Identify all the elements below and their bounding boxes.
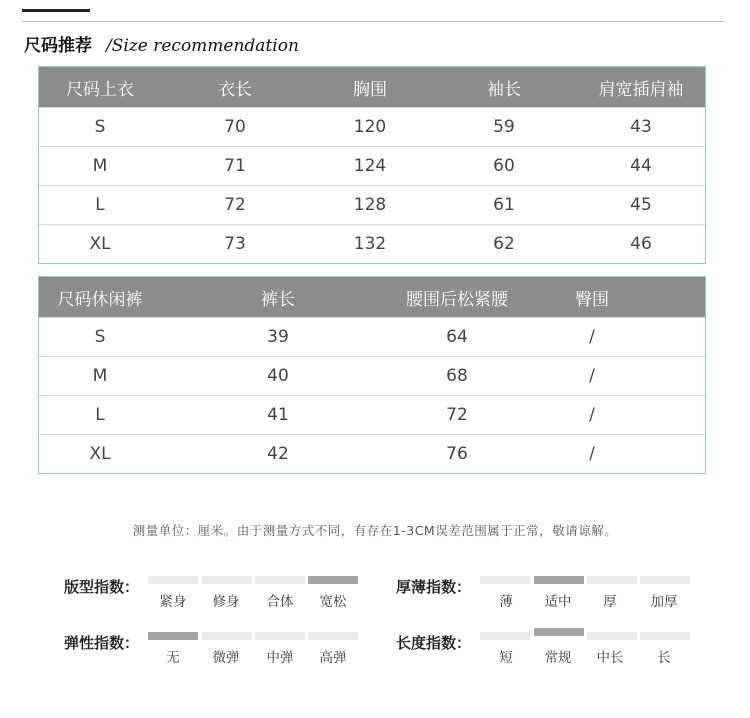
- table-cell: 72: [224, 195, 246, 215]
- measurement-note: 测量单位：厘米。由于测量方式不同，有存在1-3CM误差范围属于正常，敬请谅解。: [132, 523, 618, 538]
- section-heading: [24, 31, 299, 56]
- scale-segment-selected: [534, 628, 584, 636]
- table-cell: L: [95, 405, 105, 425]
- scale-segment: [308, 632, 358, 640]
- tops-size-table: [38, 66, 706, 264]
- table-cell: 60: [493, 156, 515, 176]
- scale-option: 无: [166, 650, 180, 666]
- scale-option: 薄: [499, 594, 513, 610]
- table-cell: 42: [267, 444, 289, 464]
- top-divider: [22, 21, 724, 22]
- table-row: [39, 107, 705, 146]
- scale-segment: [255, 632, 305, 640]
- scale-segment: [202, 632, 252, 640]
- scale-option: 适中: [544, 594, 572, 610]
- scale-segment-selected: [534, 576, 584, 584]
- scale-segment: [202, 576, 252, 584]
- table-cell: 40: [267, 366, 289, 386]
- table-cell: 39: [267, 327, 289, 347]
- scale-segment-selected: [308, 576, 358, 584]
- table-cell: 61: [493, 195, 515, 215]
- pants-header-hip: 臀围: [575, 289, 609, 310]
- tops-table-header: [39, 67, 705, 107]
- table-cell: 71: [224, 156, 246, 176]
- table-cell: 68: [446, 366, 468, 386]
- scale-option: 常规: [544, 650, 572, 666]
- thickness-scale-label: 厚薄指数：: [396, 578, 472, 596]
- table-cell: XL: [89, 444, 111, 464]
- length-scale-label: 长度指数：: [396, 634, 472, 652]
- table-cell: 73: [224, 234, 246, 254]
- table-row: [39, 356, 705, 395]
- tops-header-length: 衣长: [218, 79, 252, 100]
- table-cell: 124: [353, 156, 387, 176]
- table-row: [39, 395, 705, 434]
- tops-header-chest: 胸围: [353, 79, 387, 100]
- table-cell: /: [589, 444, 595, 464]
- scale-segment: [587, 632, 637, 640]
- table-cell: 45: [630, 195, 652, 215]
- scale-segment: [587, 576, 637, 584]
- table-cell: 44: [630, 156, 652, 176]
- scale-option: 宽松: [319, 594, 347, 610]
- scale-segment-selected: [148, 632, 198, 640]
- table-cell: 41: [267, 405, 289, 425]
- table-cell: M: [92, 366, 108, 386]
- table-cell: 128: [353, 195, 387, 215]
- scale-option: 中长: [596, 650, 624, 666]
- scale-option: 微弹: [212, 650, 240, 666]
- pants-header-waist: 腰围后松紧腰: [406, 289, 508, 310]
- scale-option: 紧身: [159, 594, 187, 610]
- scale-option: 加厚: [650, 594, 678, 610]
- table-cell: S: [94, 327, 106, 347]
- scale-option: 短: [499, 650, 513, 666]
- table-cell: 76: [446, 444, 468, 464]
- table-cell: 72: [446, 405, 468, 425]
- table-row: [39, 146, 705, 185]
- pants-size-table: [38, 276, 706, 474]
- top-accent-rule: [22, 9, 90, 12]
- scale-option: 高弹: [319, 650, 347, 666]
- pants-header-length: 裤长: [261, 289, 295, 310]
- table-cell: M: [92, 156, 108, 176]
- table-cell: XL: [89, 234, 111, 254]
- heading-cn: 尺码推荐: [24, 36, 92, 56]
- scale-segment: [640, 632, 690, 640]
- table-cell: 59: [493, 117, 515, 137]
- table-cell: 62: [493, 234, 515, 254]
- table-cell: 64: [446, 327, 468, 347]
- table-cell: /: [589, 405, 595, 425]
- scale-option: 修身: [212, 594, 240, 610]
- scale-option: 长: [657, 650, 671, 666]
- heading-en: /Size recommendation: [106, 36, 299, 56]
- scale-segment: [640, 576, 690, 584]
- table-row: [39, 434, 705, 473]
- table-cell: /: [589, 327, 595, 347]
- scale-option: 合体: [266, 594, 294, 610]
- table-row: [39, 185, 705, 224]
- fit-scale-label: 版型指数：: [64, 578, 140, 596]
- table-cell: 120: [353, 117, 387, 137]
- tops-header-sleeve: 袖长: [487, 79, 521, 100]
- tops-header-shoulder: 肩宽插肩袖: [598, 79, 684, 100]
- scale-segment: [148, 576, 198, 584]
- pants-table-header: [39, 277, 705, 317]
- table-cell: 132: [353, 234, 387, 254]
- table-cell: L: [95, 195, 105, 215]
- scale-segment: [255, 576, 305, 584]
- table-cell: 46: [630, 234, 652, 254]
- scale-segment: [480, 576, 530, 584]
- elasticity-scale-label: 弹性指数：: [64, 634, 140, 652]
- scale-segment: [480, 632, 530, 640]
- table-cell: 43: [630, 117, 652, 137]
- table-row: [39, 317, 705, 356]
- table-cell: S: [94, 117, 106, 137]
- table-row: [39, 224, 705, 263]
- scale-option: 中弹: [266, 650, 294, 666]
- tops-header-size: 尺码上衣: [66, 79, 134, 100]
- table-cell: /: [589, 366, 595, 386]
- table-cell: 70: [224, 117, 246, 137]
- pants-header-size: 尺码休闲裤: [57, 289, 143, 310]
- scale-option: 厚: [603, 594, 617, 610]
